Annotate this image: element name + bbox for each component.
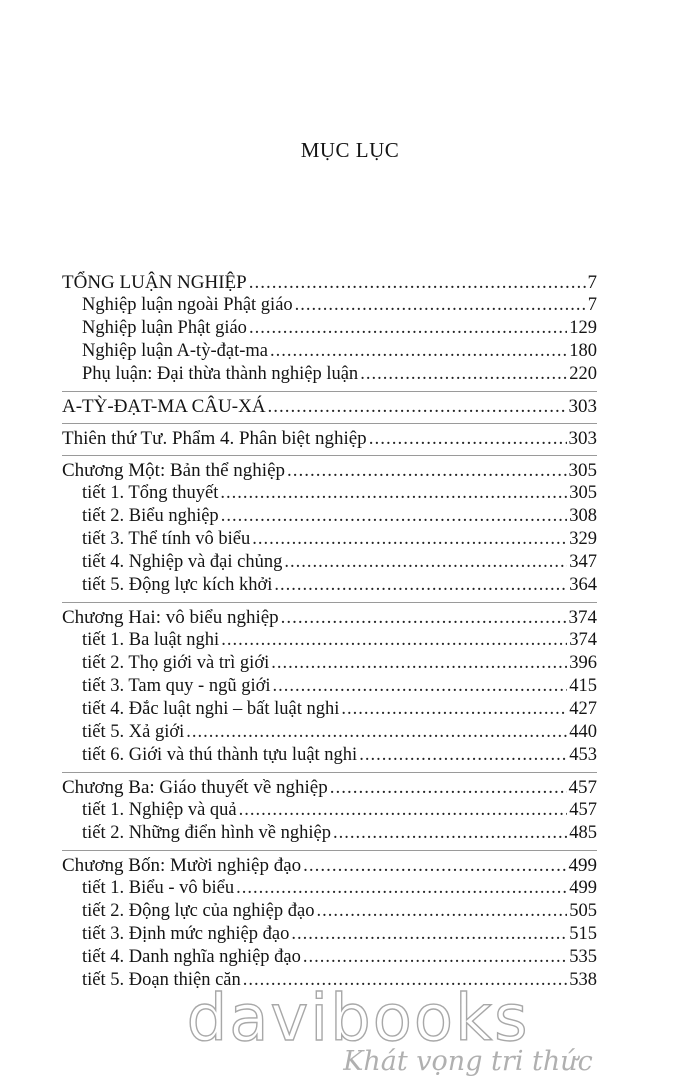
toc-entry-label: tiết 4. Danh nghĩa nghiệp đạo xyxy=(82,947,301,967)
dot-leader xyxy=(287,460,567,482)
dot-leader xyxy=(271,653,567,674)
toc-divider xyxy=(62,391,597,392)
toc-entry-label: Phụ luận: Đại thừa thành nghiệp luận xyxy=(82,364,359,384)
dot-leader xyxy=(274,575,567,596)
toc-page-number: 308 xyxy=(569,506,597,526)
toc-entry-label: tiết 3. Định mức nghiệp đạo xyxy=(82,924,290,944)
toc-page-number: 457 xyxy=(569,800,597,820)
toc-entry-label: tiết 5. Động lực kích khởi xyxy=(82,575,273,595)
toc-page-number: 374 xyxy=(568,607,597,628)
toc-divider xyxy=(62,850,597,851)
dot-leader xyxy=(243,970,568,991)
toc-entry-label: Chương Ba: Giáo thuyết về nghiệp xyxy=(62,777,328,798)
toc-entry-label: Chương Hai: vô biểu nghiệp xyxy=(62,607,279,628)
dot-leader xyxy=(341,699,567,720)
dot-leader xyxy=(359,745,567,766)
toc-page-number: 415 xyxy=(569,676,597,696)
toc-entry xyxy=(62,777,597,800)
toc-entry-label: tiết 4. Đắc luật nghi – bất luật nghi xyxy=(82,699,340,719)
watermark-slogan: Khát vọng tri thức xyxy=(343,1046,593,1077)
toc-entry xyxy=(62,396,597,419)
toc-entry-label: tiết 4. Nghiệp và đại chủng xyxy=(82,552,283,572)
toc-divider xyxy=(62,455,597,456)
toc-subentry xyxy=(62,924,597,947)
toc-subentry xyxy=(62,483,597,506)
toc-entry-label: tiết 3. Thể tính vô biểu xyxy=(82,529,251,549)
dot-leader xyxy=(369,428,567,450)
toc-entry-label: tiết 2. Những điển hình về nghiệp xyxy=(82,823,331,843)
dot-leader xyxy=(360,364,567,385)
toc-subentry xyxy=(62,529,597,552)
toc-page-number: 7 xyxy=(587,272,597,293)
toc-subentry xyxy=(62,800,597,823)
toc-page-number: 220 xyxy=(569,364,597,384)
toc-page-number: 485 xyxy=(569,823,597,843)
toc-entry-label: tiết 2. Thọ giới và trì giới xyxy=(82,653,270,673)
toc-page-number: 515 xyxy=(569,924,597,944)
toc-entry-label: TỔNG LUẬN NGHIỆP xyxy=(62,272,247,293)
toc-subentry xyxy=(62,630,597,653)
dot-leader xyxy=(239,800,568,821)
toc-entry-label: tiết 2. Động lực của nghiệp đạo xyxy=(82,901,315,921)
toc-subentry xyxy=(62,676,597,699)
dot-leader xyxy=(330,777,567,799)
toc-page-number: 180 xyxy=(569,341,597,361)
toc-page-number: 457 xyxy=(568,777,597,798)
page-title: MỤC LỤC xyxy=(300,138,400,162)
dot-leader xyxy=(270,341,567,362)
toc-subentry xyxy=(62,295,597,318)
toc-entry xyxy=(62,428,597,451)
table-of-contents xyxy=(62,272,597,993)
toc-subentry xyxy=(62,364,597,387)
dot-leader xyxy=(303,947,567,968)
toc-entry xyxy=(62,460,597,483)
toc-page-number: 499 xyxy=(569,878,597,898)
dot-leader xyxy=(221,630,567,651)
dot-leader xyxy=(268,396,567,418)
toc-page-number: 7 xyxy=(587,295,597,315)
toc-entry-label: tiết 1. Tổng thuyết xyxy=(82,483,219,503)
toc-page-number: 396 xyxy=(569,653,597,673)
toc-entry-label: A-TỲ-ĐẠT-MA CÂU-XÁ xyxy=(62,396,266,417)
toc-entry-label: tiết 1. Biểu - vô biểu xyxy=(82,878,235,898)
toc-page-number: 538 xyxy=(569,970,597,990)
toc-subentry xyxy=(62,653,597,676)
toc-entry xyxy=(62,607,597,630)
toc-page-number: 329 xyxy=(569,529,597,549)
dot-leader xyxy=(220,483,567,504)
toc-entry-label: Thiên thứ Tư. Phẩm 4. Phân biệt nghiệp xyxy=(62,428,367,449)
dot-leader xyxy=(249,272,586,294)
toc-page-number: 305 xyxy=(568,460,597,481)
toc-entry-label: tiết 1. Ba luật nghi xyxy=(82,630,220,650)
toc-entry-label: tiết 6. Giới và thú thành tựu luật nghi xyxy=(82,745,358,765)
toc-entry-label: Chương Một: Bản thể nghiệp xyxy=(62,460,285,481)
toc-subentry xyxy=(62,878,597,901)
dot-leader xyxy=(303,855,566,877)
toc-subentry xyxy=(62,823,597,846)
toc-divider xyxy=(62,423,597,424)
dot-leader xyxy=(291,924,567,945)
toc-subentry xyxy=(62,341,597,364)
toc-subentry xyxy=(62,552,597,575)
dot-leader xyxy=(295,295,586,316)
toc-page-number: 374 xyxy=(569,630,597,650)
toc-entry xyxy=(62,272,597,295)
watermark-brand: davibooks xyxy=(186,982,530,1056)
toc-entry-label: tiết 3. Tam quy - ngũ giới xyxy=(82,676,271,696)
toc-subentry xyxy=(62,699,597,722)
dot-leader xyxy=(316,901,567,922)
toc-page-number: 427 xyxy=(569,699,597,719)
toc-subentry xyxy=(62,947,597,970)
toc-page-number: 364 xyxy=(569,575,597,595)
toc-entry-label: Chương Bốn: Mười nghiệp đạo xyxy=(62,855,302,876)
toc-entry-label: Nghiệp luận A-tỳ-đạt-ma xyxy=(82,341,268,361)
toc-entry-label: Nghiệp luận Phật giáo xyxy=(82,318,247,338)
dot-leader xyxy=(236,878,567,899)
toc-divider xyxy=(62,772,597,773)
toc-entry-label: Nghiệp luận ngoài Phật giáo xyxy=(82,295,293,315)
dot-leader xyxy=(252,529,567,550)
toc-page-number: 303 xyxy=(568,428,597,449)
toc-page-number: 129 xyxy=(569,318,597,338)
toc-page-number: 305 xyxy=(569,483,597,503)
toc-subentry xyxy=(62,970,597,993)
dot-leader xyxy=(249,318,567,339)
toc-page-number: 499 xyxy=(568,855,597,876)
toc-entry-label: tiết 1. Nghiệp và quả xyxy=(82,800,237,820)
toc-subentry xyxy=(62,722,597,745)
toc-entry-label: tiết 2. Biểu nghiệp xyxy=(82,506,219,526)
toc-page-number: 347 xyxy=(569,552,597,572)
toc-page-number: 440 xyxy=(569,722,597,742)
toc-subentry xyxy=(62,318,597,341)
toc-divider xyxy=(62,602,597,603)
toc-entry xyxy=(62,855,597,878)
toc-page-number: 453 xyxy=(569,745,597,765)
toc-page-number: 303 xyxy=(568,396,597,417)
dot-leader xyxy=(281,607,567,629)
dot-leader xyxy=(273,676,568,697)
dot-leader xyxy=(284,552,567,573)
toc-page-number: 505 xyxy=(569,901,597,921)
toc-subentry xyxy=(62,901,597,924)
dot-leader xyxy=(333,823,567,844)
toc-subentry xyxy=(62,506,597,529)
toc-entry-label: tiết 5. Xả giới xyxy=(82,722,185,742)
toc-subentry xyxy=(62,745,597,768)
dot-leader xyxy=(186,722,567,743)
toc-entry-label: tiết 5. Đoạn thiện căn xyxy=(82,970,241,990)
toc-subentry xyxy=(62,575,597,598)
dot-leader xyxy=(221,506,568,527)
toc-page-number: 535 xyxy=(569,947,597,967)
